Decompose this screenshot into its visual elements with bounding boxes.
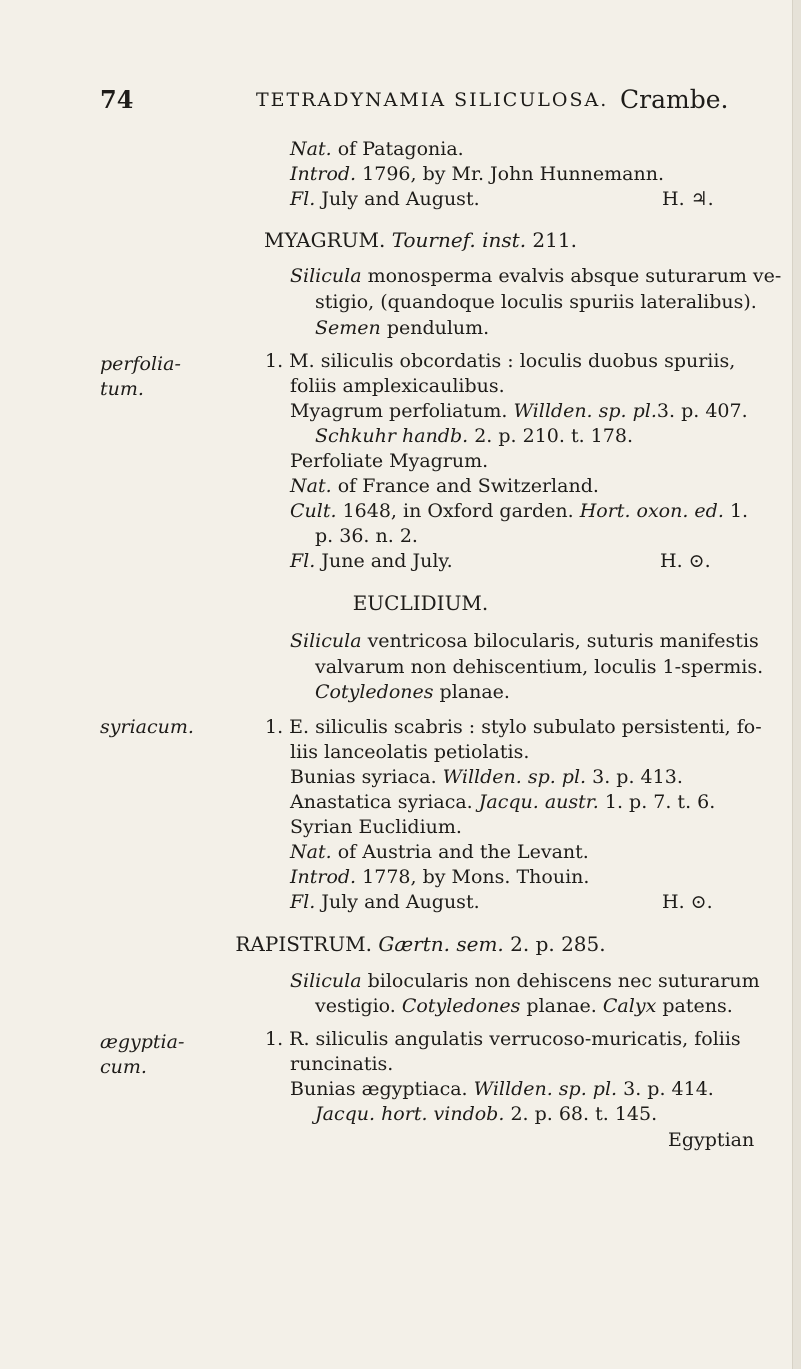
intro-introd-line: Introd. 1796, by Mr. John Hunnemann. bbox=[290, 163, 665, 185]
running-title: TETRADYNAMIA SILICULOSA. bbox=[256, 89, 609, 111]
rapistrum-synonym-2: Jacqu. hort. vindob. 2. p. 68. t. 145. bbox=[315, 1103, 658, 1125]
rapistrum-synonym-1: Bunias ægyptiaca. Willden. sp. pl. 3. p. 414. bbox=[290, 1078, 714, 1100]
rapistrum-character-cont: vestigio. Cotyledones planae. Calyx patens. bbox=[315, 995, 733, 1017]
euclidium-character-cont: valvarum non dehiscentium, loculis 1-spermis. bbox=[315, 656, 764, 678]
myagrum-character-cont: stigio, (quandoque loculis spuriis lateralibus). bbox=[315, 291, 757, 313]
euclidium-synonym-1: Bunias syriaca. Willden. sp. pl. 3. p. 413. bbox=[290, 766, 683, 788]
euclidium-species-diagnosis: 1. E. siliculis scabris : stylo subulato persistenti, fo- bbox=[265, 716, 762, 738]
myagrum-synonym-2: Schkuhr handb. 2. p. 210. t. 178. bbox=[315, 425, 633, 447]
intro-habit: H. ♃. bbox=[662, 188, 714, 210]
myagrum-nat-line: Nat. of France and Switzerland. bbox=[290, 475, 599, 497]
intro-nat-line: Nat. of Patagonia. bbox=[290, 138, 464, 160]
header-genus: Crambe. bbox=[620, 85, 729, 114]
species-epithet-perfoliatum: perfolia- tum. bbox=[100, 353, 181, 400]
myagrum-synonym-1: Myagrum perfoliatum. Willden. sp. pl.3. p. 407. bbox=[290, 400, 748, 422]
euclidium-habit: H. ⊙. bbox=[662, 891, 713, 913]
euclidium-introd-line: Introd. 1778, by Mons. Thouin. bbox=[290, 866, 590, 888]
rapistrum-species-diagnosis-cont: runcinatis. bbox=[290, 1053, 394, 1075]
genus-heading-rapistrum: RAPISTRUM. Gærtn. sem. 2. p. 285. bbox=[235, 932, 606, 956]
page-edge bbox=[792, 0, 801, 1369]
species-epithet-syriacum: syriacum. bbox=[100, 716, 194, 738]
euclidium-nat-line: Nat. of Austria and the Levant. bbox=[290, 841, 589, 863]
euclidium-synonym-2: Anastatica syriaca. Jacqu. austr. 1. p. 7. t. 6. bbox=[290, 791, 716, 813]
genus-heading-myagrum: MYAGRUM. Tournef. inst. 211. bbox=[264, 228, 577, 252]
catchword: Egyptian bbox=[668, 1129, 755, 1151]
running-header bbox=[0, 85, 801, 119]
euclidium-fl-line: Fl. July and August. bbox=[290, 891, 480, 913]
genus-heading-euclidium: EUCLIDIUM. bbox=[352, 591, 489, 615]
myagrum-character: Silicula monosperma evalvis absque suturarum ve- bbox=[290, 265, 782, 287]
euclidium-common-name: Syrian Euclidium. bbox=[290, 816, 462, 838]
intro-fl-line: Fl. July and August. bbox=[290, 188, 480, 210]
myagrum-fl-line: Fl. June and July. bbox=[290, 550, 453, 572]
euclidium-cotyledones: Cotyledones planae. bbox=[315, 681, 510, 703]
rapistrum-character: Silicula bilocularis non dehiscens nec suturarum bbox=[290, 970, 760, 992]
myagrum-common-name: Perfoliate Myagrum. bbox=[290, 450, 489, 472]
euclidium-species-diagnosis-cont: liis lanceolatis petiolatis. bbox=[290, 741, 530, 763]
page-number: 74 bbox=[100, 85, 134, 114]
myagrum-cult-line-cont: p. 36. n. 2. bbox=[315, 525, 418, 547]
myagrum-cult-line: Cult. 1648, in Oxford garden. Hort. oxon. ed. 1. bbox=[290, 500, 749, 522]
myagrum-habit: H. ⊙. bbox=[660, 550, 711, 572]
myagrum-species-diagnosis: 1. M. siliculis obcordatis : loculis duobus spuriis, bbox=[265, 350, 736, 372]
rapistrum-species-diagnosis: 1. R. siliculis angulatis verrucoso-muricatis, foliis bbox=[265, 1028, 741, 1050]
myagrum-semen: Semen pendulum. bbox=[315, 317, 490, 339]
myagrum-species-diagnosis-cont: foliis amplexicaulibus. bbox=[290, 375, 505, 397]
euclidium-character: Silicula ventricosa bilocularis, suturis manifestis bbox=[290, 630, 759, 652]
species-epithet-aegyptiacum: ægyptia- cum. bbox=[100, 1031, 185, 1078]
